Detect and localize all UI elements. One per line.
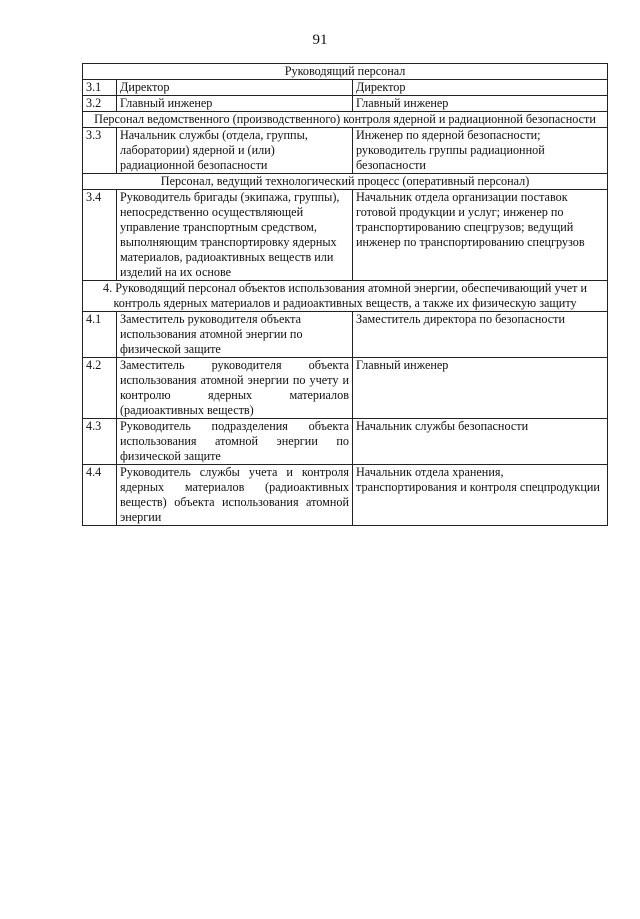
section-header-nuclear-materials: 4. Руководящий персонал объектов использования атомной энергии, обеспечивающий учет и контроль ядерных материалов и радиоактивных веществ, а также их физическую защиту bbox=[83, 281, 608, 312]
section-header-row bbox=[83, 112, 608, 128]
row-number: 4.4 bbox=[83, 465, 117, 526]
table-row bbox=[83, 312, 608, 358]
authority-cell: Главный инженер bbox=[353, 358, 608, 419]
authority-cell: Заместитель директора по безопасности bbox=[353, 312, 608, 358]
row-number: 3.2 bbox=[83, 96, 117, 112]
section-header-operational: Персонал, ведущий технологический процесс (оперативный персонал) bbox=[83, 174, 608, 190]
authority-cell: Начальник отдела хранения, транспортирования и контроля спецпродукции bbox=[353, 465, 608, 526]
section-header-row bbox=[83, 281, 608, 312]
table-row bbox=[83, 80, 608, 96]
position-cell: Начальник службы (отдела, группы, лаборатории) ядерной и (или) радиационной безопасности bbox=[117, 128, 353, 174]
position-cell: Заместитель руководителя объекта использования атомной энергии по учету и контролю ядерных материалов (радиоактивных веществ) bbox=[117, 358, 353, 419]
authority-cell: Инженер по ядерной безопасности; руководитель группы радиационной безопасности bbox=[353, 128, 608, 174]
section-header-safety-control: Персонал ведомственного (производственного) контроля ядерной и радиационной безопасности bbox=[83, 112, 608, 128]
authority-cell: Начальник службы безопасности bbox=[353, 419, 608, 465]
page-number: 91 bbox=[312, 32, 328, 48]
table-row bbox=[83, 128, 608, 174]
table-row bbox=[83, 358, 608, 419]
position-cell: Заместитель руководителя объекта использования атомной энергии по физической защите bbox=[117, 312, 353, 358]
table-row bbox=[83, 419, 608, 465]
table-row bbox=[83, 190, 608, 281]
row-number: 4.2 bbox=[83, 358, 117, 419]
personnel-table bbox=[82, 63, 608, 526]
table-row bbox=[83, 465, 608, 526]
row-number: 3.3 bbox=[83, 128, 117, 174]
position-cell: Директор bbox=[117, 80, 353, 96]
position-cell: Руководитель службы учета и контроля ядерных материалов (радиоактивных веществ) объекта использования атомной энергии bbox=[117, 465, 353, 526]
section-header-management: Руководящий персонал bbox=[83, 64, 608, 80]
row-number: 4.3 bbox=[83, 419, 117, 465]
section-header-row bbox=[83, 64, 608, 80]
authority-cell: Главный инженер bbox=[353, 96, 608, 112]
authority-cell: Директор bbox=[353, 80, 608, 96]
row-number: 3.1 bbox=[83, 80, 117, 96]
section-header-row bbox=[83, 174, 608, 190]
row-number: 3.4 bbox=[83, 190, 117, 281]
row-number: 4.1 bbox=[83, 312, 117, 358]
position-cell: Руководитель бригады (экипажа, группы), непосредственно осуществляющей управление транспортным средством, выполняющим транспортировку ядерных материалов, радиоактивных веществ или изделий на их основе bbox=[117, 190, 353, 281]
position-cell: Главный инженер bbox=[117, 96, 353, 112]
authority-cell: Начальник отдела организации поставок готовой продукции и услуг; инженер по транспортированию спецгрузов; ведущий инженер по транспортированию спецгрузов bbox=[353, 190, 608, 281]
table-row bbox=[83, 96, 608, 112]
position-cell: Руководитель подразделения объекта использования атомной энергии по физической защите bbox=[117, 419, 353, 465]
